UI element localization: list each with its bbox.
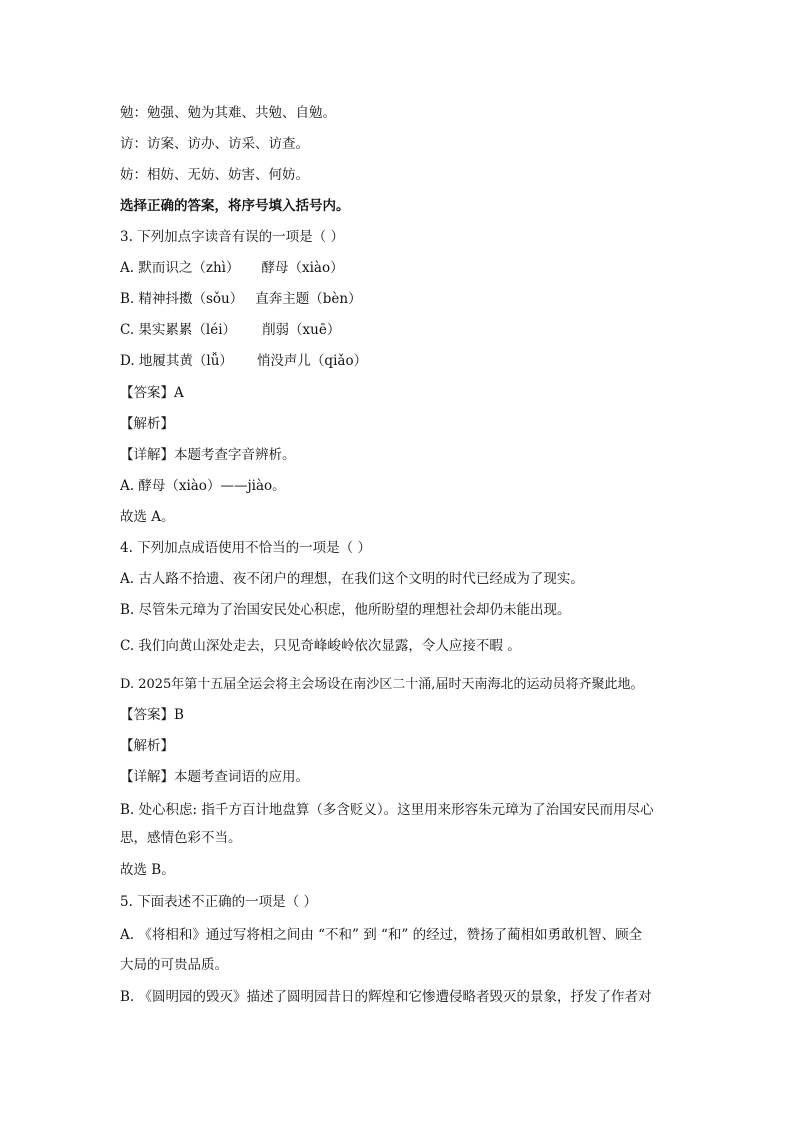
question-5-option-a-line-2: 大局的可贵品质。: [120, 957, 228, 973]
question-3-analysis-heading: 【解析】: [120, 416, 174, 432]
word-group-mian: 勉：勉强、勉为其难、共勉、自勉。: [120, 105, 336, 121]
option-d-part-2: 悄没声儿（qiǎo）: [256, 353, 368, 369]
question-4-option-c: C. 我们向黄山深处走去，只见奇峰峻岭依次显露，令人应接不暇 。: [120, 638, 521, 654]
word-group-fang-hinder: 妨：相妨、无妨、妨害、何妨。: [120, 167, 309, 183]
question-4-stem: 4. 下列加点成语使用不恰当的一项是（ ）: [120, 540, 371, 556]
question-5-option-a-line-1: A. 《将相和》通过写将相之间由 “不和” 到 “和” 的经过，赞扬了蔺相如勇敢机智、顾全: [120, 927, 643, 943]
option-c-part-2: 削弱（xuē）: [262, 322, 341, 338]
question-3-stem: 3. 下列加点字读音有误的一项是（ ）: [120, 229, 344, 245]
option-a-part-1: A. 默而识之（zhì）: [120, 260, 240, 276]
question-3-conclusion: 故选 A。: [120, 509, 175, 525]
question-4-option-b: B. 尽管朱元璋为了治国安民处心积虑，他所盼望的理想社会却仍未能出现。: [120, 602, 571, 618]
question-4-option-a: A. 古人路不拾遗、夜不闭户的理想，在我们这个文明的时代已经成为了现实。: [120, 571, 584, 587]
question-3-detail: 【详解】本题考查字音辨析。: [120, 447, 296, 463]
question-4-option-d: D. 2025年第十五届全运会将主会场设在南沙区二十涌,届时天南海北的运动员将齐聚此地。: [120, 677, 644, 692]
question-3-option-c: [120, 321, 340, 339]
question-3-explanation: A. 酵母（xiào）——jiào。: [120, 478, 286, 494]
question-4-conclusion: 故选 B。: [120, 862, 175, 878]
question-3-option-b: [120, 290, 362, 308]
option-c-part-1: C. 果实累累（léi）: [120, 322, 237, 338]
question-5-stem: 5. 下面表述不正确的一项是（ ）: [120, 894, 317, 910]
question-3-option-d: [120, 352, 367, 370]
question-3-option-a: [120, 259, 344, 277]
option-d-part-1: D. 地履其黄（lǚ）: [120, 353, 233, 369]
question-4-analysis-heading: 【解析】: [120, 738, 174, 754]
question-4-answer: 【答案】B: [120, 707, 184, 723]
question-4-detail: 【详解】本题考查词语的应用。: [120, 769, 309, 785]
option-a-part-2: 酵母（xiào）: [261, 260, 344, 276]
question-4-explanation-line-1: B. 处心积虑: 指千方百计地盘算（多含贬义）。这里用来形容朱元璋为了治国安民而用尽心: [120, 802, 654, 818]
option-b-part-1: B. 精神抖擞（sǒu）: [120, 291, 244, 307]
option-b-part-2: 直奔主题（bèn）: [255, 291, 362, 307]
word-group-fang-visit: 访：访案、访办、访采、访查。: [120, 136, 309, 152]
section-instruction: 选择正确的答案，将序号填入括号内。: [120, 198, 350, 214]
question-3-answer: 【答案】A: [120, 385, 184, 401]
question-4-explanation-line-2: 思，感情色彩不当。: [120, 830, 242, 846]
question-5-option-b-line-1: B. 《圆明园的毁灭》描述了圆明园昔日的辉煌和它惨遭侵略者毁灭的景象，抒发了作者对: [120, 989, 652, 1005]
